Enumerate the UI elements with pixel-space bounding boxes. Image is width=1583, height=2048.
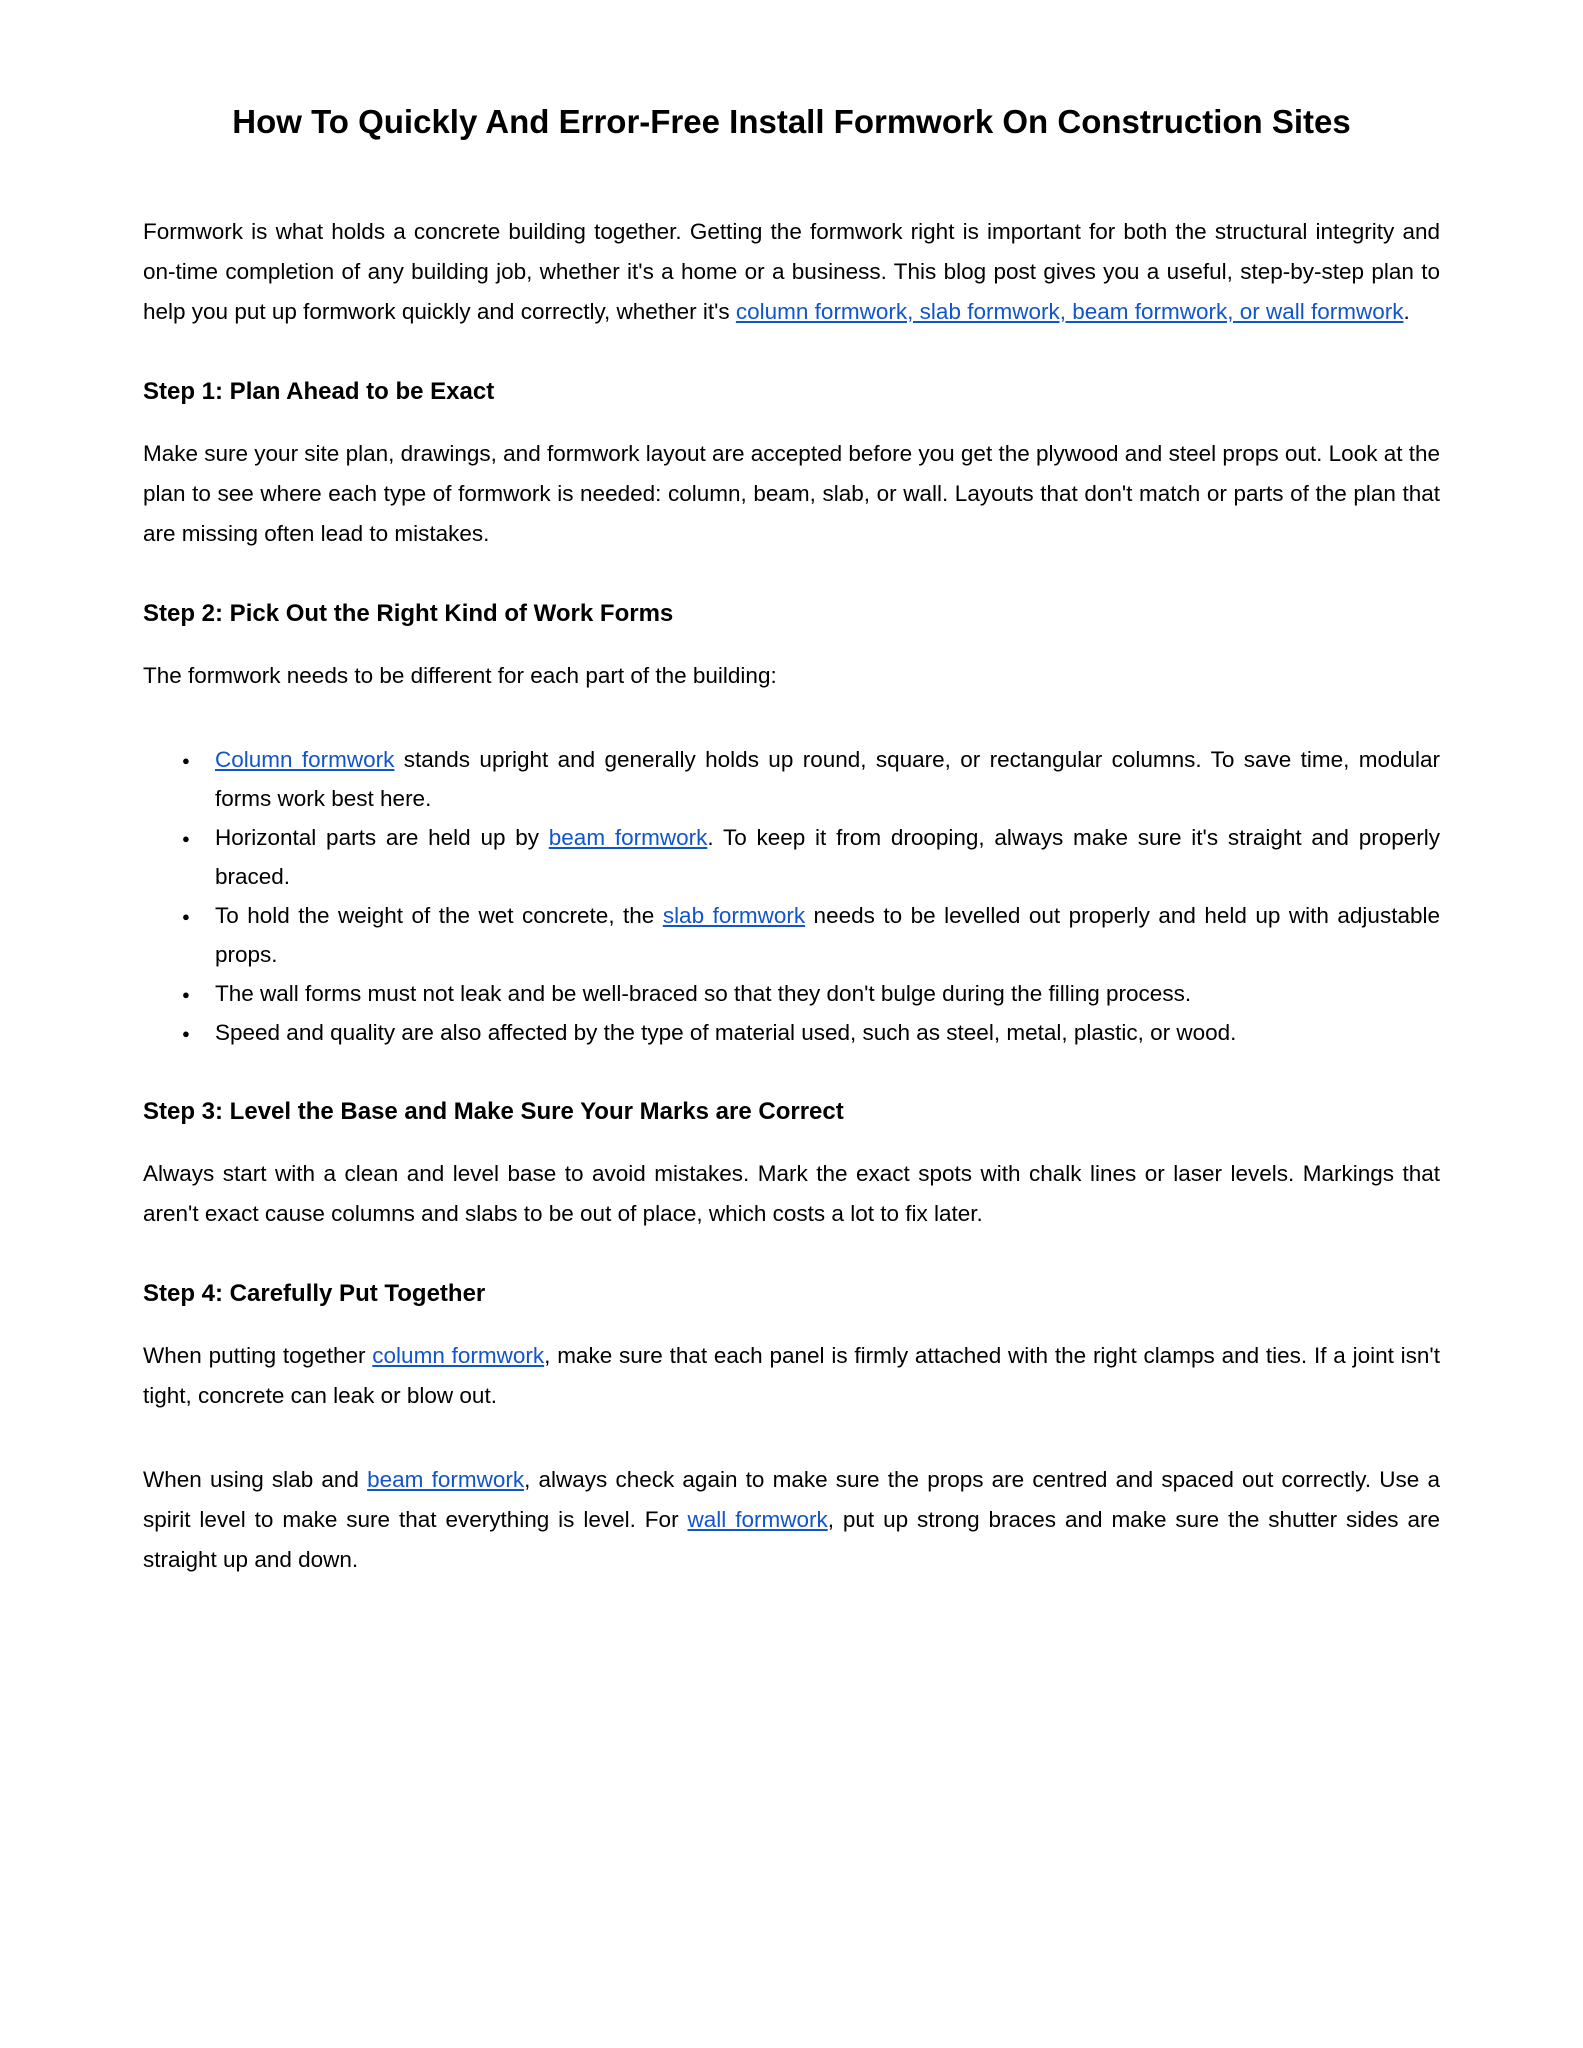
- paragraph: [143, 1460, 1440, 1580]
- section-heading: Step 1: Plan Ahead to be Exact: [143, 378, 495, 405]
- paragraph: [143, 212, 1440, 332]
- text-segment: Speed and quality are also affected by the type of material used, such as steel, metal, plastic, or wood.: [215, 1020, 1237, 1045]
- paragraph: [143, 434, 1440, 554]
- section-heading: Step 3: Level the Base and Make Sure Your Marks are Correct: [143, 1098, 844, 1125]
- paragraph: [143, 1336, 1440, 1416]
- text-segment: .: [1403, 299, 1410, 324]
- inline-link[interactable]: Column formwork: [215, 747, 395, 772]
- list-item: [215, 974, 1440, 1013]
- text-segment: stands upright and generally holds up round, square, or rectangular columns. To save time, modular forms work best here.: [215, 747, 1440, 811]
- text-segment: needs to be levelled out properly and held up with adjustable props.: [215, 903, 1440, 967]
- text-segment: . To keep it from drooping, always make sure it's straight and properly braced.: [215, 825, 1440, 889]
- text-segment: When putting together: [143, 1343, 373, 1368]
- paragraph: [143, 656, 1440, 696]
- document-title: How To Quickly And Error-Free Install Formwork On Construction Sites: [232, 103, 1351, 140]
- inline-link[interactable]: column formwork, slab formwork, beam formwork, or wall formwork: [735, 299, 1404, 324]
- bullet-list: [143, 740, 1440, 1052]
- list-item: [215, 896, 1440, 974]
- text-segment: , put up strong braces and make sure the shutter sides are straight up and down.: [143, 1507, 1440, 1572]
- text-segment: , always check again to make sure the props are centred and spaced out correctly. Use a spirit level to make sure that everything is level. For: [143, 1467, 1440, 1532]
- inline-link[interactable]: beam formwork: [548, 825, 708, 850]
- document-content: [143, 97, 1440, 1580]
- section-heading: Step 2: Pick Out the Right Kind of Work Forms: [143, 600, 674, 627]
- text-segment: Make sure your site plan, drawings, and formwork layout are accepted before you get the plywood and steel props out. Look at the plan to see where each type of formwork is needed: column, beam, slab, or wall. Layouts that don't match or parts of the plan that are missing often lead to mistakes.: [143, 441, 1441, 546]
- text-segment: When using slab and: [143, 1467, 368, 1492]
- text-segment: Always start with a clean and level base to avoid mistakes. Mark the exact spots with chalk lines or laser levels. Markings that aren't exact cause columns and slabs to be out of place, which costs a lot to fix later.: [143, 1161, 1440, 1226]
- list-item: [215, 818, 1440, 896]
- list-item: [215, 1013, 1440, 1052]
- inline-link[interactable]: beam formwork: [367, 1467, 525, 1492]
- text-segment: , make sure that each panel is firmly attached with the right clamps and ties. If a joint isn't tight, concrete can leak or blow out.: [143, 1343, 1440, 1408]
- text-segment: The wall forms must not leak and be well-braced so that they don't bulge during the filling process.: [215, 981, 1192, 1006]
- paragraph: [143, 1154, 1440, 1234]
- text-segment: The formwork needs to be different for each part of the building:: [143, 663, 777, 688]
- text-segment: To hold the weight of the wet concrete, the: [215, 903, 663, 928]
- text-segment: Horizontal parts are held up by: [215, 825, 549, 850]
- section-heading: Step 4: Carefully Put Together: [143, 1280, 486, 1307]
- inline-link[interactable]: column formwork: [372, 1343, 545, 1368]
- text-segment: Formwork is what holds a concrete building together. Getting the formwork right is important for both the structural integrity and on-time completion of any building job, whether it's a home or a business. This blog post gives you a useful, step-by-step plan to help you put up formwork quickly and correctly, whether it's: [143, 219, 1440, 324]
- list-item: [215, 740, 1440, 818]
- inline-link[interactable]: wall formwork: [687, 1507, 828, 1532]
- inline-link[interactable]: slab formwork: [662, 903, 806, 928]
